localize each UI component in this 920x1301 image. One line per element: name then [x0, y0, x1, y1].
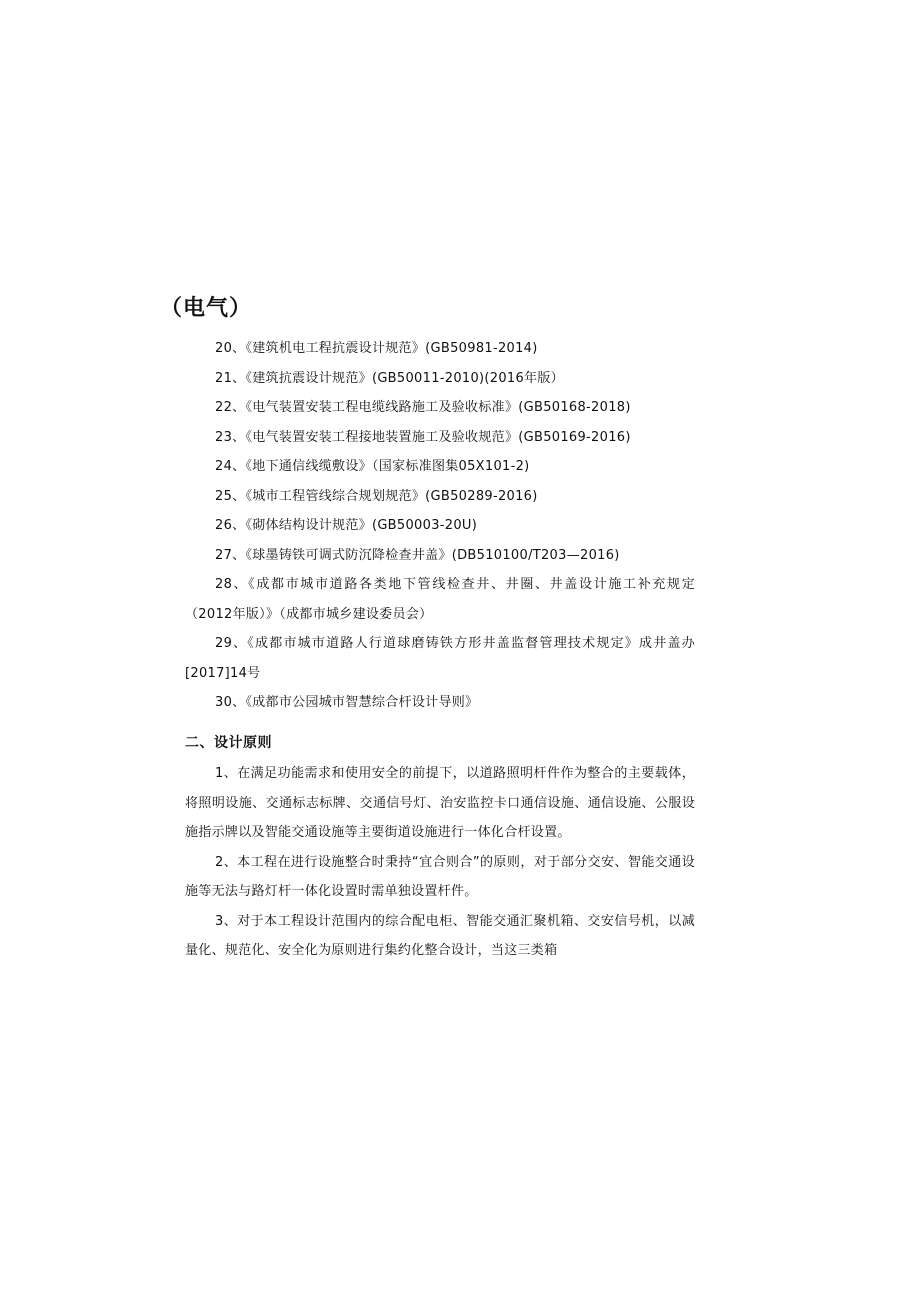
paragraph: 2、本工程在进行设施整合时秉持“宜合则合”的原则，对于部分交安、智能交通设施等无法与路灯杆一体化设置时需单独设置杆件。: [185, 854, 695, 899]
reference-list: [185, 334, 695, 718]
reference-item: 22、《电气装置安装工程电缆线路施工及验收标准》(GB50168-2018): [215, 400, 631, 415]
paragraph: 1、在满足功能需求和使用安全的前提下，以道路照明杆件作为整合的主要载体，将照明设施、交通标志标牌、交通信号灯、治安监控卡口通信设施、通信设施、公服设施指示牌以及智能交通设施等主要街道设施进行一体化合杆设置。: [185, 766, 695, 840]
section-title: 二、设计原则: [185, 735, 272, 751]
design-principles-section: [185, 732, 695, 966]
reference-item: 23、《电气装置安装工程接地装置施工及验收规范》(GB50169-2016): [215, 429, 631, 445]
reference-item: 28、《成都市城市道路各类地下管线检查井、井圈、井盖设计施工补充规定（2012年版）》（成都市城乡建设委员会）: [185, 577, 695, 622]
reference-item: 24、《地下通信线缆敷设》（国家标准图集05X101-2): [215, 459, 530, 474]
reference-item: 27、《球墨铸铁可调式防沉降检查井盖》(DB510100/T203—2016): [215, 547, 620, 563]
reference-item: 21、《建筑抗震设计规范》(GB50011-2010)(2016年版）: [215, 370, 564, 386]
reference-item: 30、《成都市公园城市智慧综合杆设计导则》: [215, 695, 479, 710]
reference-item: 20、《建筑机电工程抗震设计规范》(GB50981-2014): [215, 341, 538, 356]
section-heading: （电气）: [160, 296, 253, 321]
reference-item: 25、《城市工程管线综合规划规范》(GB50289-2016): [215, 488, 538, 504]
reference-item: 29、《成都市城市道路人行道球磨铸铁方形井盖监督管理技术规定》成井盖办[2017]14号: [185, 636, 695, 681]
paragraph: 3、对于本工程设计范围内的综合配电柜、智能交通汇聚机箱、交安信号机，以减量化、规范化、安全化为原则进行集约化整合设计，当这三类箱: [185, 913, 695, 958]
reference-item: 26、《砌体结构设计规范》(GB50003-20U): [215, 518, 478, 533]
